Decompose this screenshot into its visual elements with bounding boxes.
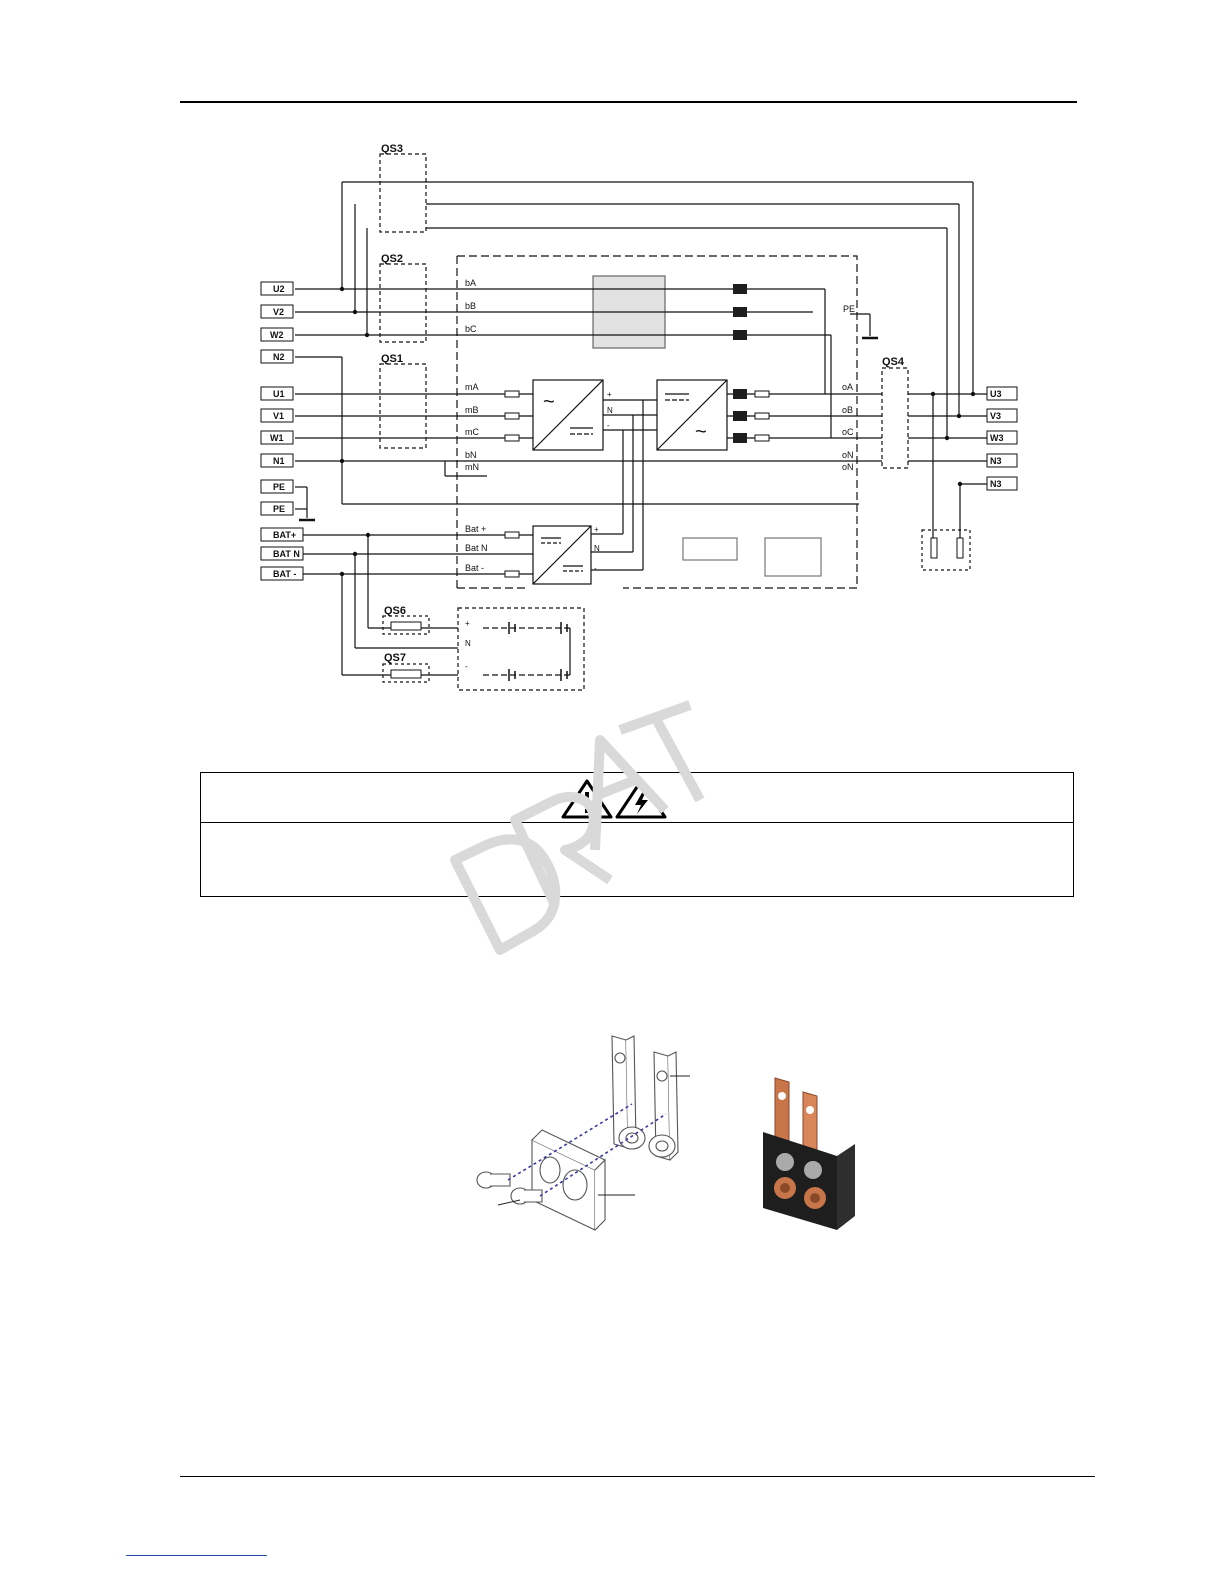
warning-icons — [561, 779, 671, 819]
terminal-u1 — [261, 387, 293, 400]
svg-text:V1: V1 — [273, 411, 285, 421]
node-on-2: oN — [842, 462, 854, 472]
terminal-bat-minus — [261, 567, 303, 580]
qs2-label: QS2 — [381, 253, 404, 265]
svg-text:~: ~ — [543, 391, 555, 413]
node-bat-plus: Bat + — [465, 524, 487, 534]
busbar-exploded-drawing — [470, 1030, 700, 1240]
svg-text:-: - — [607, 421, 610, 430]
terminal-u3 — [987, 387, 1017, 400]
svg-text:N2: N2 — [273, 352, 285, 362]
qs4-label: QS4 — [882, 356, 905, 368]
node-pe: PE — [843, 304, 856, 314]
terminal-v3 — [987, 409, 1017, 422]
terminal-w2 — [261, 328, 293, 341]
svg-text:W1: W1 — [270, 433, 284, 443]
terminal-pe-1 — [261, 480, 293, 493]
busbar-photo — [755, 1070, 865, 1235]
node-mn: mN — [465, 462, 479, 472]
node-bat-minus: Bat - — [465, 563, 485, 573]
svg-text:-: - — [594, 564, 597, 573]
qs6-label: QS6 — [384, 605, 407, 617]
header-rule — [180, 101, 1077, 103]
node-on-1: oN — [842, 450, 854, 460]
footer-link-underline — [126, 1555, 267, 1556]
svg-text:BAT N: BAT N — [273, 549, 300, 559]
node-bat-n: Bat N — [465, 543, 488, 553]
terminal-bat-plus — [261, 528, 303, 541]
terminal-w3 — [987, 431, 1017, 444]
svg-text:V2: V2 — [273, 307, 285, 317]
node-bn: bN — [465, 450, 477, 460]
terminal-n3-2 — [987, 477, 1017, 490]
ups-wiring-diagram — [225, 138, 1060, 700]
svg-text:-: - — [465, 662, 468, 671]
warning-box — [200, 772, 1074, 897]
svg-text:N: N — [594, 544, 600, 553]
svg-text:+: + — [594, 525, 599, 534]
svg-text:~: ~ — [695, 421, 707, 443]
node-oa: oA — [842, 382, 854, 392]
svg-text:PE: PE — [273, 482, 286, 492]
terminal-pe-2 — [261, 502, 293, 515]
svg-text:+: + — [465, 619, 470, 628]
qs1-box — [380, 364, 426, 448]
node-ba: bA — [465, 278, 477, 288]
svg-text:N3: N3 — [990, 456, 1002, 466]
qs3-label: QS3 — [381, 143, 404, 155]
svg-text:U1: U1 — [273, 389, 285, 399]
svg-text:V3: V3 — [990, 411, 1002, 421]
terminal-bat-n — [261, 547, 303, 560]
svg-text:BAT -: BAT - — [273, 569, 297, 579]
node-mc: mC — [465, 427, 479, 437]
svg-text:BAT+: BAT+ — [273, 530, 297, 540]
svg-text:N3: N3 — [990, 479, 1002, 489]
node-bc: bC — [465, 324, 477, 334]
svg-text:U3: U3 — [990, 389, 1002, 399]
terminal-n3-1 — [987, 454, 1017, 467]
svg-text:PE: PE — [273, 504, 286, 514]
node-ma: mA — [465, 382, 479, 392]
qs2-box — [380, 264, 426, 342]
qs7-label: QS7 — [384, 652, 407, 664]
svg-text:N1: N1 — [273, 456, 285, 466]
high-voltage-icon — [617, 781, 665, 817]
svg-text:N: N — [607, 406, 613, 415]
svg-text:U2: U2 — [273, 284, 285, 294]
svg-text:+: + — [607, 390, 612, 399]
node-ob: oB — [842, 405, 854, 415]
svg-text:W2: W2 — [270, 330, 284, 340]
warning-header — [201, 773, 1073, 823]
qs4-box — [882, 368, 908, 468]
node-bb: bB — [465, 301, 477, 311]
terminal-w1 — [261, 431, 293, 444]
footer-rule — [180, 1476, 1095, 1477]
svg-text:N: N — [465, 639, 471, 648]
node-oc: oC — [842, 427, 854, 437]
terminal-n1 — [261, 454, 293, 467]
warning-triangle-icon — [563, 781, 611, 817]
terminal-u2 — [261, 282, 293, 295]
qs1-label: QS1 — [381, 353, 404, 365]
terminal-v2 — [261, 305, 293, 318]
terminal-v1 — [261, 409, 293, 422]
terminal-n2 — [261, 350, 293, 363]
svg-text:W3: W3 — [990, 433, 1004, 443]
qs3-box — [380, 154, 426, 232]
node-mb: mB — [465, 405, 479, 415]
